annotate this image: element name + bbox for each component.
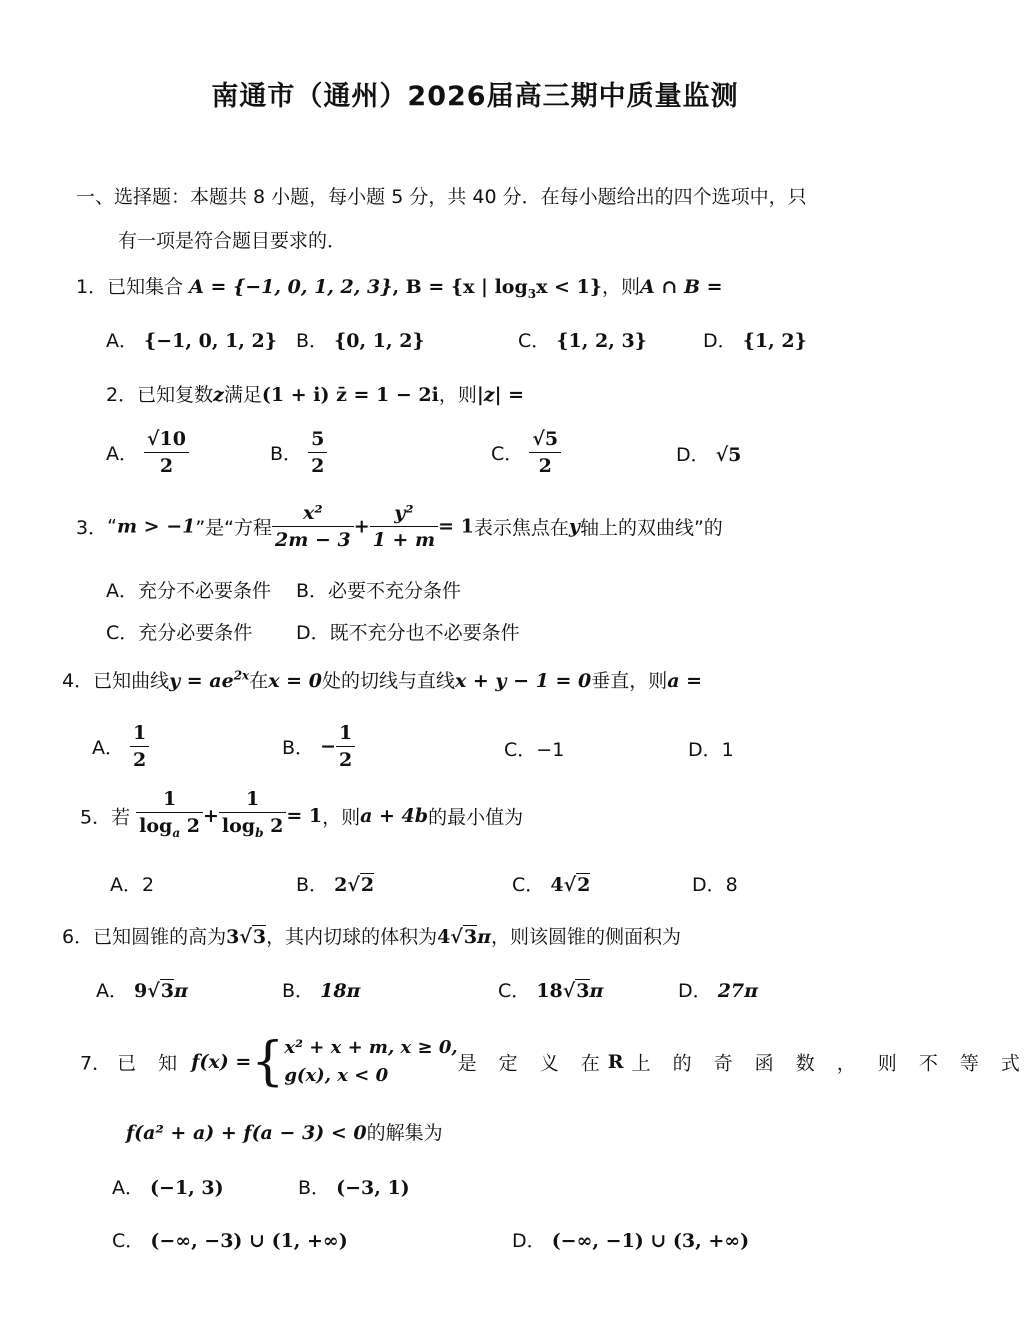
q3-option-d[interactable]: D．既不充分也不必要条件 [296, 622, 520, 644]
q4-option-b[interactable]: B． − $\frac{1}{2}$ [282, 720, 355, 773]
q4-option-a[interactable]: A． $\frac{1}{2}$ [92, 720, 149, 773]
q6-option-b[interactable]: B． 18π [282, 980, 361, 1002]
q6-option-c[interactable]: C． 18√3π [498, 980, 604, 1002]
q1-log-base: 3 [527, 286, 537, 301]
question-7-stem: 7． 已 知 f(x) ={ x² + x + m, x ≥ 0, g(x), x < 0 是 定 义 在R 上 的 奇 函 数 ， 则 不 等 式 [80, 1032, 1028, 1092]
q6-option-a[interactable]: A． 9√3π [96, 980, 188, 1002]
question-5-stem: 5．若 $\frac{1}{\log_a 2}$ + $\frac{1}{\log_b 2}$ = 1，则a + 4b的最小值为 [80, 786, 523, 846]
q7-option-c[interactable]: C． (−∞, −3) ∪ (1, +∞) [112, 1230, 348, 1252]
q6-option-d[interactable]: D． 27π [678, 980, 759, 1002]
question-7-stem-line2: f(a² + a) + f(a − 3) < 0的解集为 [126, 1122, 443, 1144]
question-1-stem [76, 272, 723, 301]
q5-option-b[interactable]: B． 2√2 [296, 874, 375, 896]
q1-number: 1． [76, 276, 108, 298]
section-heading-line2: 有一项是符合题目要求的． [118, 230, 347, 252]
q1-set-a: A = {−1, 0, 1, 2, 3} [189, 276, 393, 298]
q2-equation: (1 + i) z̄ = 1 − 2i [261, 384, 439, 406]
q3-option-a[interactable]: A．充分不必要条件 [106, 580, 272, 602]
q7-option-d[interactable]: D． (−∞, −1) ∪ (3, +∞) [512, 1230, 750, 1252]
q1-option-d[interactable]: D． {1, 2} [703, 330, 807, 352]
q1-expr: A ∩ B = [640, 276, 723, 298]
q4-option-c[interactable]: C．−1 [504, 739, 565, 761]
q5-option-d[interactable]: D．8 [692, 874, 738, 896]
q5-option-a[interactable]: A．2 [110, 874, 155, 896]
q1-text-b: ，则 [602, 276, 641, 298]
q7-option-b[interactable]: B． (−3, 1) [298, 1177, 410, 1199]
q3-option-b[interactable]: B．必要不充分条件 [296, 580, 462, 602]
q7-brace: { [251, 1032, 285, 1092]
q1-set-b2: x < 1} [536, 276, 603, 298]
question-6-stem: 6．已知圆锥的高为3√3，其内切球的体积为4√3π，则该圆锥的侧面积为 [62, 926, 681, 948]
q1-option-c[interactable]: C． {1, 2, 3} [518, 330, 647, 352]
q2-option-d[interactable]: D． √5 [676, 444, 742, 466]
q2-option-c[interactable]: C． $\frac{√5}{2}$ [491, 426, 561, 479]
q7-option-a[interactable]: A． (−1, 3) [112, 1177, 224, 1199]
page-title: 南通市（通州）2026届高三期中质量监测 [211, 81, 739, 112]
q1-set-b: , B = {x | log [392, 276, 528, 298]
q2-number: 2． [106, 384, 138, 406]
q4-option-d[interactable]: D．1 [688, 739, 734, 761]
section-heading-line1: 一、选择题：本题共 8 小题，每小题 5 分，共 40 分．在每小题给出的四个选项中，只 [76, 186, 807, 208]
q1-text-a: 已知集合 [107, 276, 184, 298]
question-2-stem: 2．已知复数z满足(1 + i) z̄ = 1 − 2i，则|z| = [106, 384, 525, 406]
q5-option-c[interactable]: C． 4√2 [512, 874, 591, 896]
question-3-stem: 3．“m > −1”是“方程 $\frac{\text{x²}}{2m - 3}$ + $\frac{\text{y²}}{1 + m}$ = 1表示焦点在y轴上的双曲线”的 [76, 502, 723, 551]
q3-option-c[interactable]: C．充分必要条件 [106, 622, 253, 644]
q2-option-b[interactable]: B． $\frac{5}{2}$ [270, 426, 327, 479]
q1-option-b[interactable]: B． {0, 1, 2} [296, 330, 425, 352]
question-4-stem: 4．已知曲线$y = ae^{2x}$在x = 0处的切线与直线x + y − 1 = 0垂直，则a = [62, 668, 703, 692]
q1-option-a[interactable]: A． {−1, 0, 1, 2} [106, 330, 277, 352]
q2-abs: |z| = [476, 384, 525, 406]
q2-option-a[interactable]: A． $\frac{√10}{2}$ [106, 426, 189, 479]
